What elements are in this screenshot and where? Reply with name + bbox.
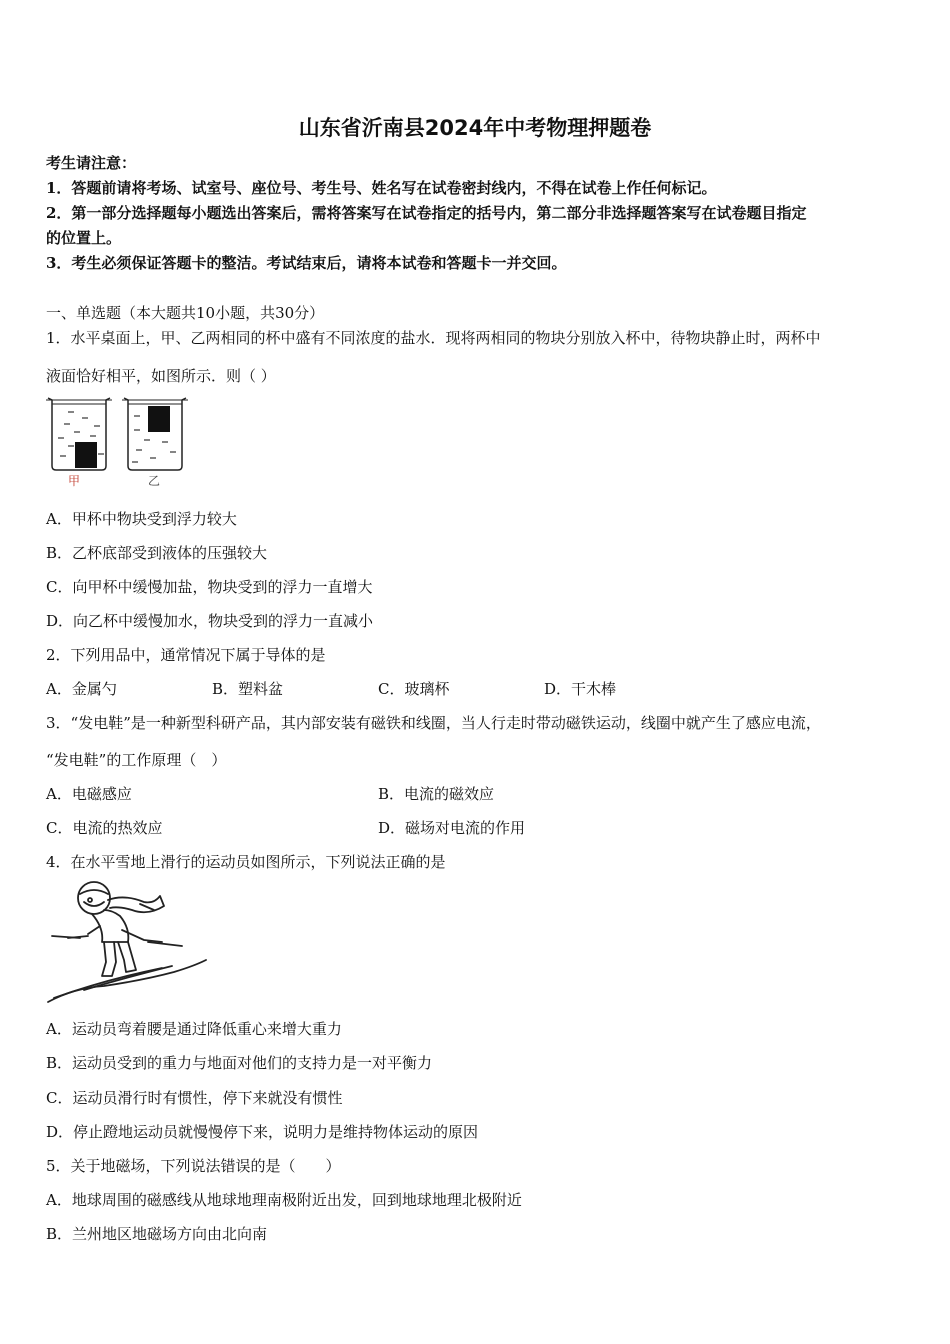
question-1-stem-cont: 液面恰好相平，如图所示．则（ ） — [46, 367, 276, 385]
option: D．干木棒 — [544, 680, 617, 698]
option: A．地球周围的磁感线从地球地理南极附近出发，回到地球地理北极附近 — [46, 1191, 522, 1209]
option: C．运动员滑行时有惯性，停下来就没有惯性 — [46, 1089, 343, 1107]
option: A．电磁感应 — [46, 785, 132, 803]
figure-label-yi: 乙 — [148, 474, 161, 488]
question-3-stem-cont: “发电鞋”的工作原理（ ） — [46, 751, 227, 769]
question-3-stem: 3．“发电鞋”是一种新型科研产品，其内部安装有磁铁和线圈，当人行走时带动磁铁运动，线圈中就产生了感应电流， — [46, 714, 821, 732]
option: B．乙杯底部受到液体的压强较大 — [46, 544, 268, 562]
question-5-stem: 5．关于地磁场，下列说法错误的是（ ） — [46, 1157, 341, 1175]
question-1-stem: 1．水平桌面上，甲、乙两相同的杯中盛有不同浓度的盐水．现将两相同的物块分别放入杯中，待物块静止时，两杯中 — [46, 329, 821, 347]
option: A．运动员弯着腰是通过降低重心来增大重力 — [46, 1020, 342, 1038]
figure-label-jia: 甲 — [68, 474, 81, 488]
option: C．电流的热效应 — [46, 819, 163, 837]
question-4-stem: 4．在水平雪地上滑行的运动员如图所示，下列说法正确的是 — [46, 853, 446, 871]
option: D．向乙杯中缓慢加水，物块受到的浮力一直减小 — [46, 612, 374, 630]
page-title: 山东省沂南县2024年中考物理押题卷 — [298, 116, 652, 140]
option: D．磁场对电流的作用 — [378, 819, 526, 837]
notice-item: 的位置上。 — [46, 229, 122, 247]
notice-item: 2．第一部分选择题每小题选出答案后，需将答案写在试卷指定的括号内，第二部分非选择题答案写在试卷题目指定 — [46, 204, 807, 222]
block-jia — [75, 442, 97, 468]
skier-figure — [44, 876, 212, 1006]
option: C．向甲杯中缓慢加盐，物块受到的浮力一直增大 — [46, 578, 373, 596]
section-heading: 一、单选题（本大题共10小题，共30分） — [46, 304, 325, 322]
option: C．玻璃杯 — [378, 680, 450, 698]
beakers-figure — [44, 394, 194, 490]
notice-item: 1．答题前请将考场、试室号、座位号、考生号、姓名写在试卷密封线内，不得在试卷上作任何标记。 — [46, 179, 717, 197]
option: D．停止蹬地运动员就慢慢停下来，说明力是维持物体运动的原因 — [46, 1123, 479, 1141]
option: B．塑料盆 — [212, 680, 284, 698]
option: B．兰州地区地磁场方向由北向南 — [46, 1225, 268, 1243]
question-2-options — [46, 678, 710, 699]
notice-heading: 考生请注意： — [46, 154, 137, 172]
option: A．甲杯中物块受到浮力较大 — [46, 510, 237, 528]
option: B．运动员受到的重力与地面对他们的支持力是一对平衡力 — [46, 1054, 433, 1072]
option: A．金属勺 — [46, 680, 117, 698]
option: B．电流的磁效应 — [378, 785, 495, 803]
block-yi — [148, 406, 170, 432]
question-2-stem: 2．下列用品中，通常情况下属于导体的是 — [46, 646, 326, 664]
notice-item: 3．考生必须保证答题卡的整洁。考试结束后，请将本试卷和答题卡一并交回。 — [46, 254, 567, 272]
